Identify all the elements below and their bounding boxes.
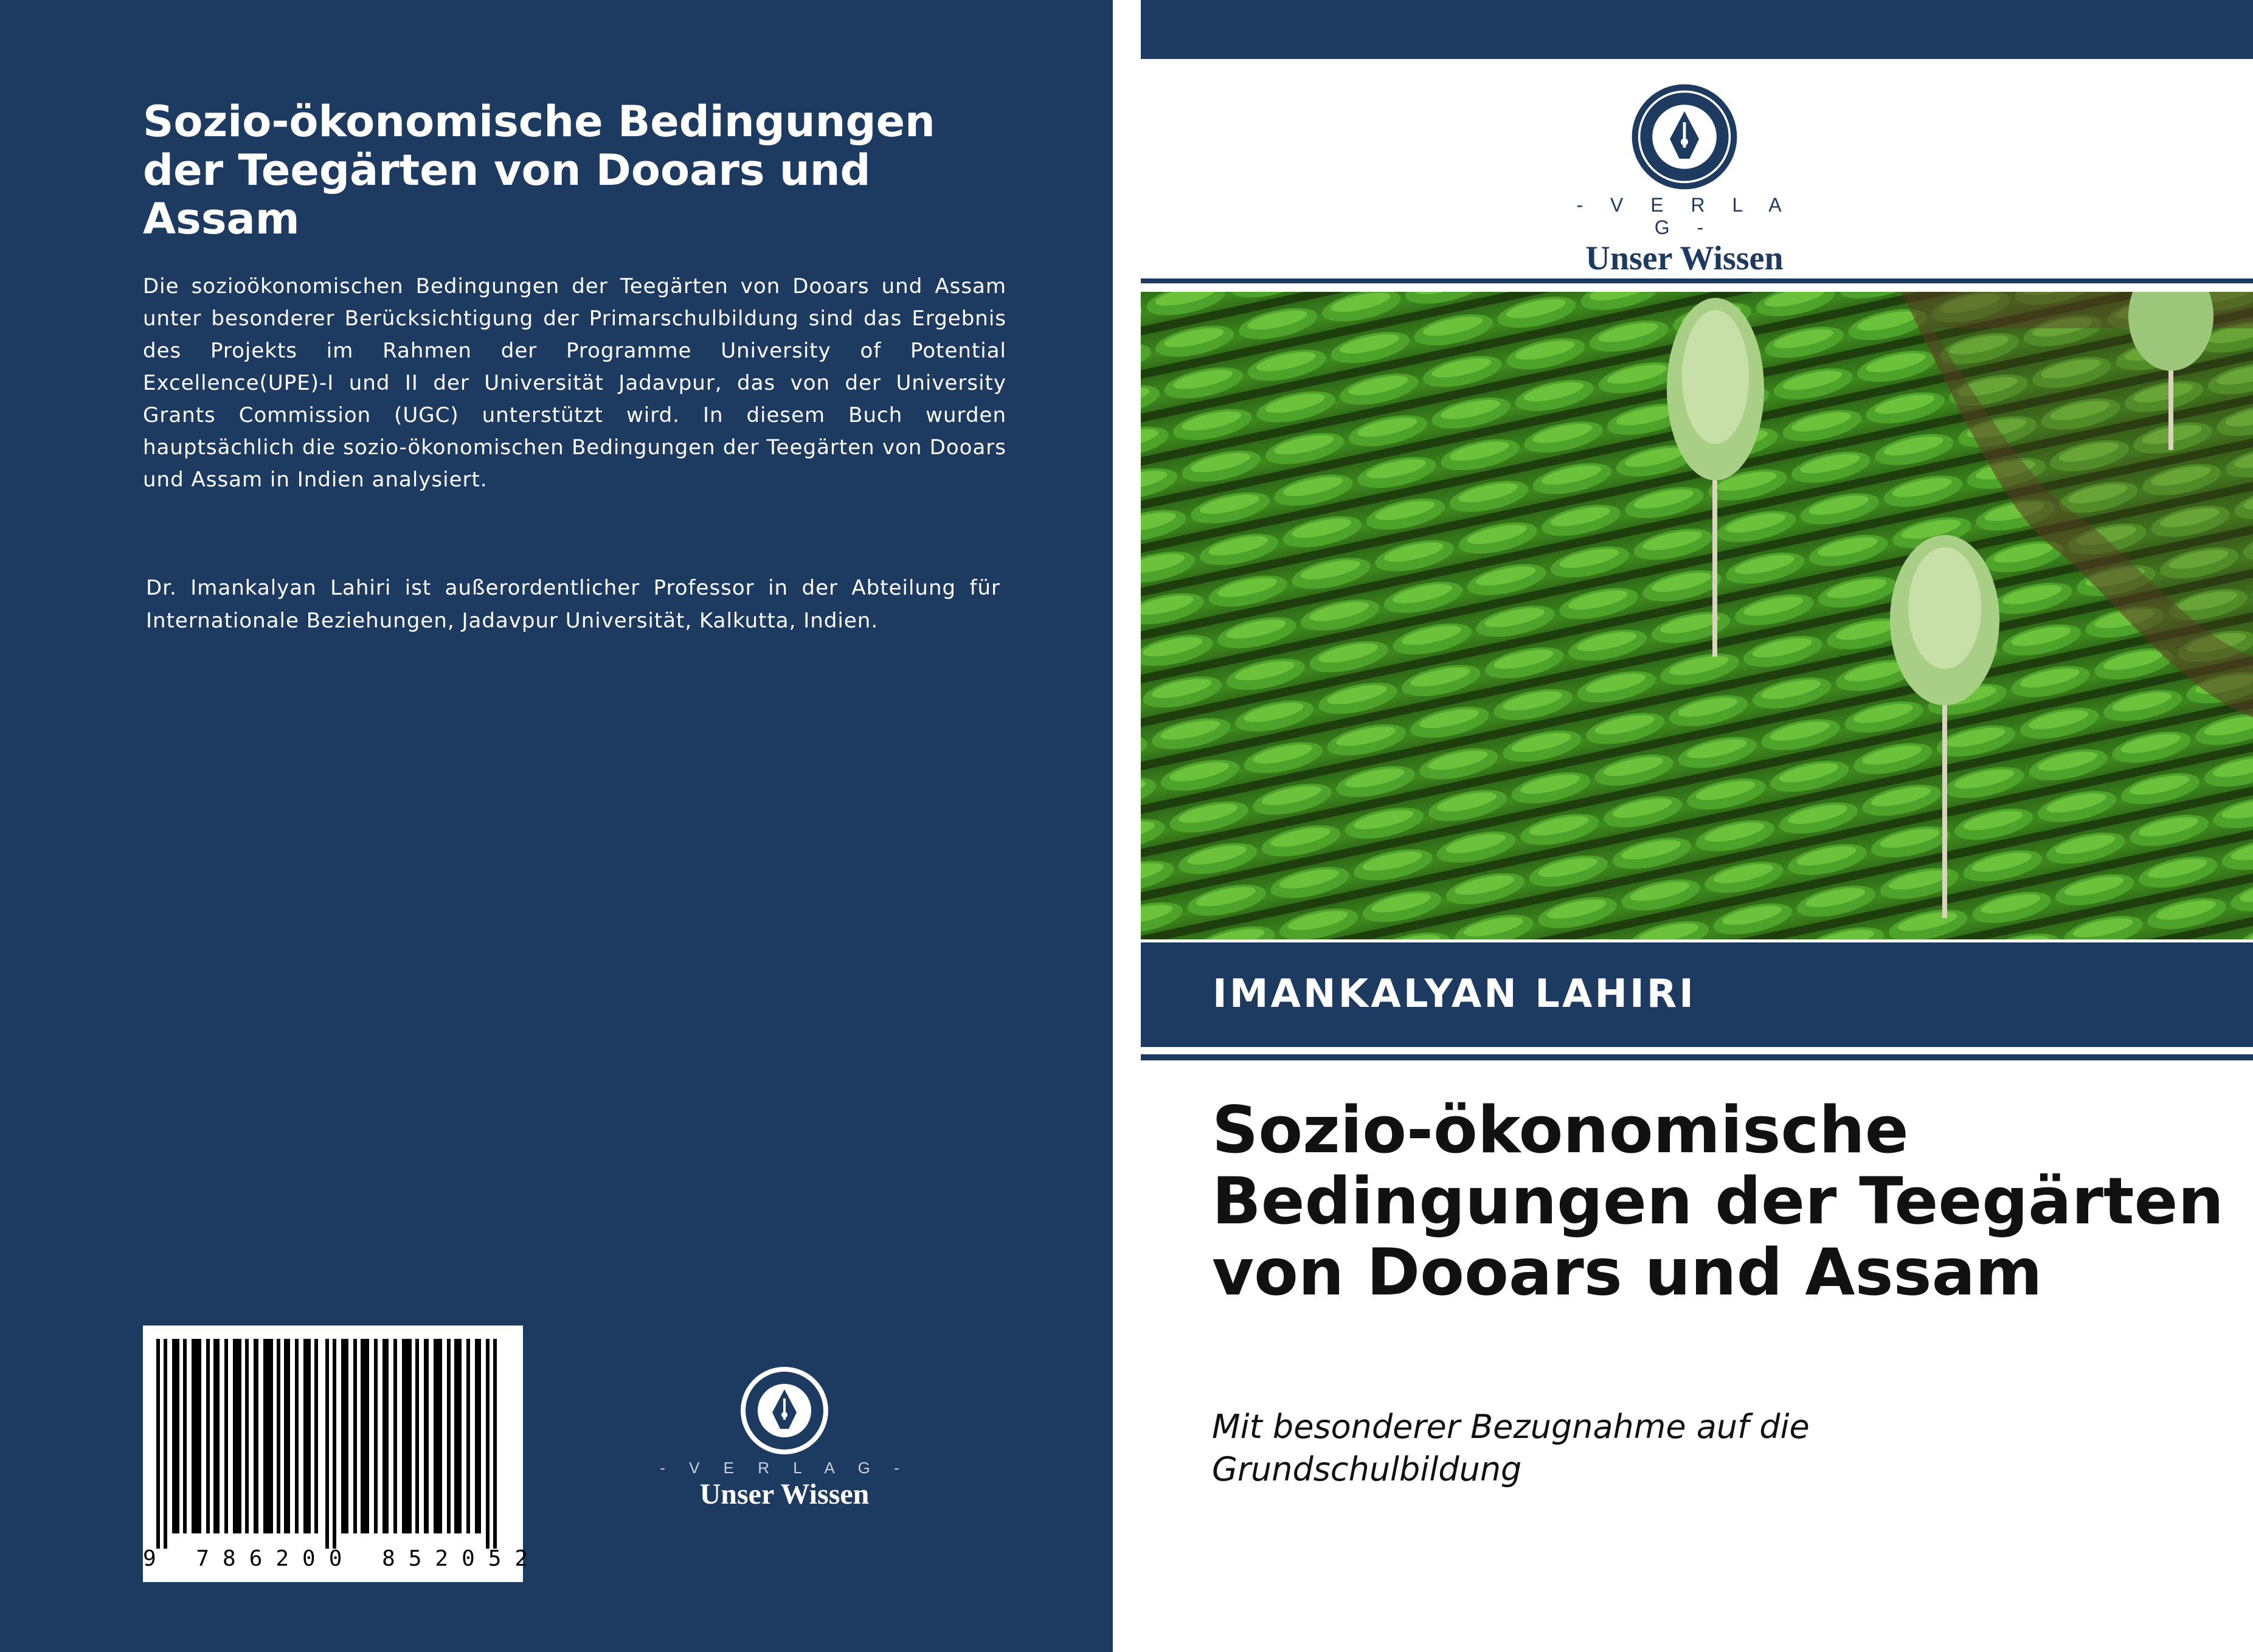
back-publisher-logo bbox=[657, 1365, 912, 1511]
verlag-label: - V E R L A G - bbox=[660, 1459, 909, 1477]
front-cover-title: Sozio-ökonomische Bedingungen der Teegärten von Dooars und Assam bbox=[1212, 1093, 2224, 1310]
front-top-bar bbox=[1141, 0, 2253, 59]
spine bbox=[1113, 0, 1141, 1652]
tea-garden-photo bbox=[1141, 292, 2253, 939]
verlag-label: - V E R L A G - bbox=[1576, 194, 1793, 238]
author-bar bbox=[1141, 942, 2253, 1047]
publisher-brand: Unser Wissen bbox=[699, 1478, 870, 1510]
barcode-bars bbox=[154, 1339, 513, 1549]
fountain-pen-nib-seal-icon bbox=[739, 1365, 830, 1456]
isbn-barcode bbox=[143, 1325, 542, 1582]
back-cover bbox=[0, 0, 1113, 1652]
front-cover-subtitle: Mit besonderer Bezugnahme auf die Grundschulbildung bbox=[1212, 1408, 1810, 1488]
publisher-brand: Unser Wissen bbox=[1585, 240, 1784, 277]
photo-top-rule bbox=[1141, 278, 2253, 283]
fountain-pen-nib-seal-icon bbox=[1630, 82, 1739, 192]
back-cover-blurb: Die sozioökonomischen Bedingungen der Teegärten von Dooars und Assam unter besonderer Berücksichtigung der Primarschulbildung sind das Ergebnis des Projekts im Rahmen der Programme University of Potential Excellence(UPE)-I und II der Universität Jadavpur, das von der University Grants Commission (UGC) unterstützt wird. In diesem Buch wurden hauptsächlich die sozio-ökonomischen Bedingungen der Teegärten von Dooars und Assam in Indien analysiert. bbox=[143, 274, 1006, 492]
author-bio: Dr. Imankalyan Lahiri ist außerordentlicher Professor in der Abteilung für Internationale Beziehungen, Jadavpur Universität, Kalkutta, Indien. bbox=[146, 576, 1000, 633]
back-cover-title: Sozio-ökonomische Bedingungen der Teegärten von Dooars und Assam bbox=[143, 97, 935, 244]
author-bar-rule bbox=[1141, 1054, 2253, 1060]
front-publisher-logo bbox=[1557, 82, 1812, 278]
front-author-name: IMANKALYAN LAHIRI bbox=[1213, 972, 1696, 1017]
isbn-digits: 9 786200 852052 bbox=[143, 1546, 542, 1571]
